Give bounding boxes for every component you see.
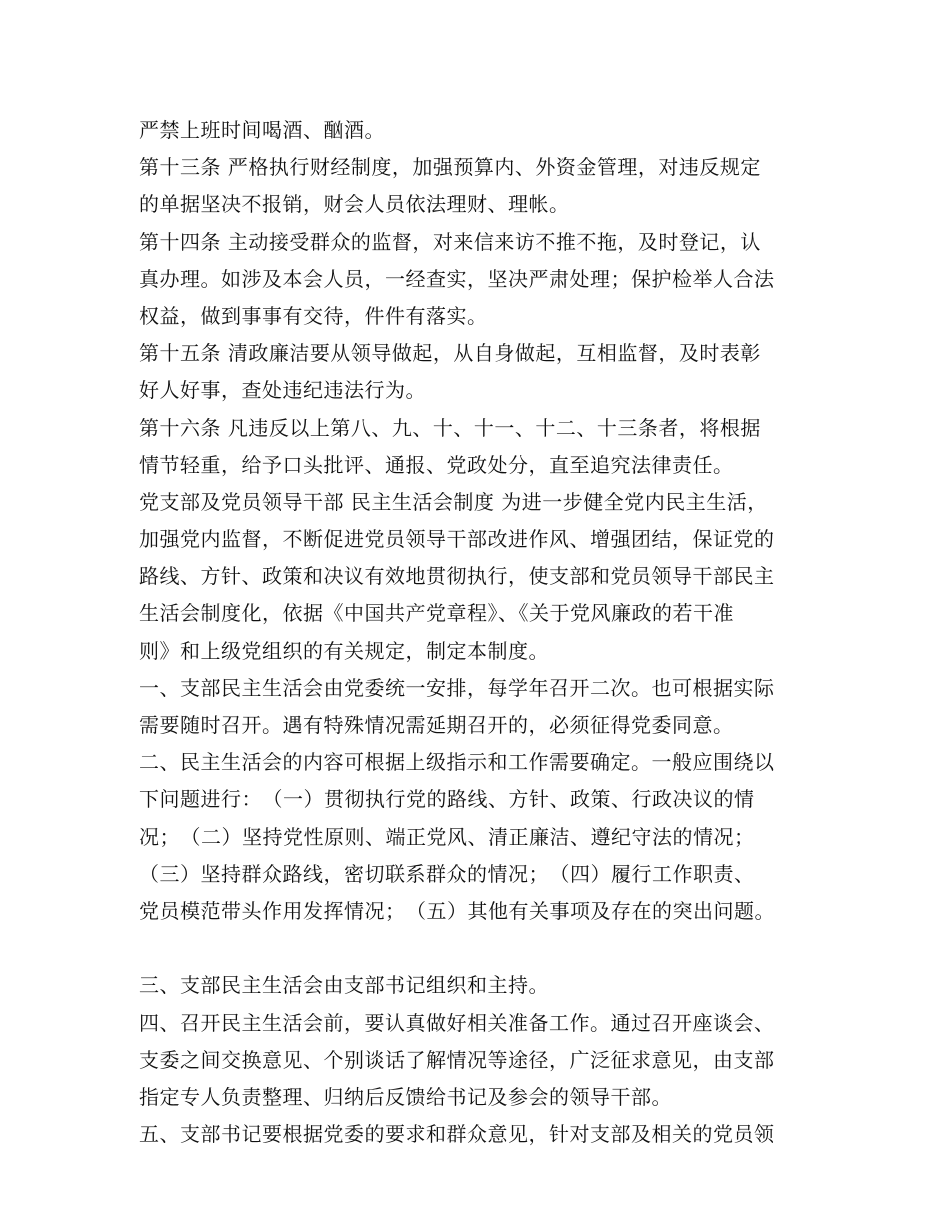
text-line-13: 路线、方针、政策和决议有效地贯彻执行，使支部和党员领导干部民主 [139,564,775,589]
blank-line [139,930,839,967]
text-line-15: 则》和上级党组织的有关规定，制定本制度。 [139,638,549,663]
text-line-20: 况； （二）坚持党性原则、端正党风、清正廉洁、遵纪守法的情况； [139,824,755,849]
text-line-27: 指定专人负责整理、归纳后反馈给书记及参会的领导干部。 [139,1084,672,1109]
text-line-1: 严禁上班时间喝酒、酗酒。 [139,118,385,142]
text-line-17: 需要随时召开。遇有特殊情况需延期召开的，必须征得党委同意。 [139,713,734,737]
text-line-24: 三、支部民主生活会由支部书记组织和主持。 [139,973,549,998]
text-line-2: 第十三条 严格执行财经制度，加强预算内、外资金管理，对违反规定 [139,155,761,180]
text-line-9: 第十六条 凡违反以上第八、九、十、十一、十二、十三条者，将根据 [139,415,761,440]
text-line-7: 第十五条 清政廉洁要从领导做起，从自身做起，互相监督，及时表彰 [139,341,761,366]
text-line-18: 二、民主生活会的内容可根据上级指示和工作需要确定。一般应围绕以 [139,750,775,775]
document-text-body [139,112,839,1153]
text-line-5: 真办理。如涉及本会人员，一经查实，坚决严肃处理；保护检举人合法 [139,266,775,291]
text-line-28: 五、支部书记要根据党委的要求和群众意见，针对支部及相关的党员领 [139,1122,775,1147]
text-line-6: 权益，做到事事有交待，件件有落实。 [139,303,488,328]
text-line-12: 加强党内监督，不断促进党员领导干部改进作风、增强团结，保证党的 [139,527,775,552]
text-line-11: 党支部及党员领导干部 民主生活会制度 为进一步健全党内民主生活， [139,489,768,514]
text-line-25: 四、召开民主生活会前，要认真做好相关准备工作。通过召开座谈会、 [139,1010,775,1035]
text-line-3: 的单据坚决不报销，财会人员依法理财、理帐。 [139,192,570,217]
text-line-4: 第十四条 主动接受群众的监督，对来信来访不推不拖，及时登记，认 [139,229,761,254]
text-line-22: 党员模范带头作用发挥情况； （五）其他有关事项及存在的突出问题。 [139,898,775,923]
text-line-10: 情节轻重，给予口头批评、通报、党政处分，直至追究法律责任。 [139,452,734,477]
text-line-19: 下问题进行： （一）贯彻执行党的路线、方针、政策、行政决议的情 [139,787,755,812]
text-line-26: 支委之间交换意见、个别谈话了解情况等途径，广泛征求意见，由支部 [139,1047,775,1072]
text-line-14: 生活会制度化，依据《中国共产党章程》、《关于党风廉政的若干准 [139,601,734,626]
text-line-8: 好人好事，查处违纪违法行为。 [139,378,426,403]
text-line-21: （三）坚持群众路线，密切联系群众的情况； （四）履行工作职责、 [139,861,755,886]
text-line-16: 一、支部民主生活会由党委统一安排，每学年召开二次。也可根据实际 [139,675,775,700]
